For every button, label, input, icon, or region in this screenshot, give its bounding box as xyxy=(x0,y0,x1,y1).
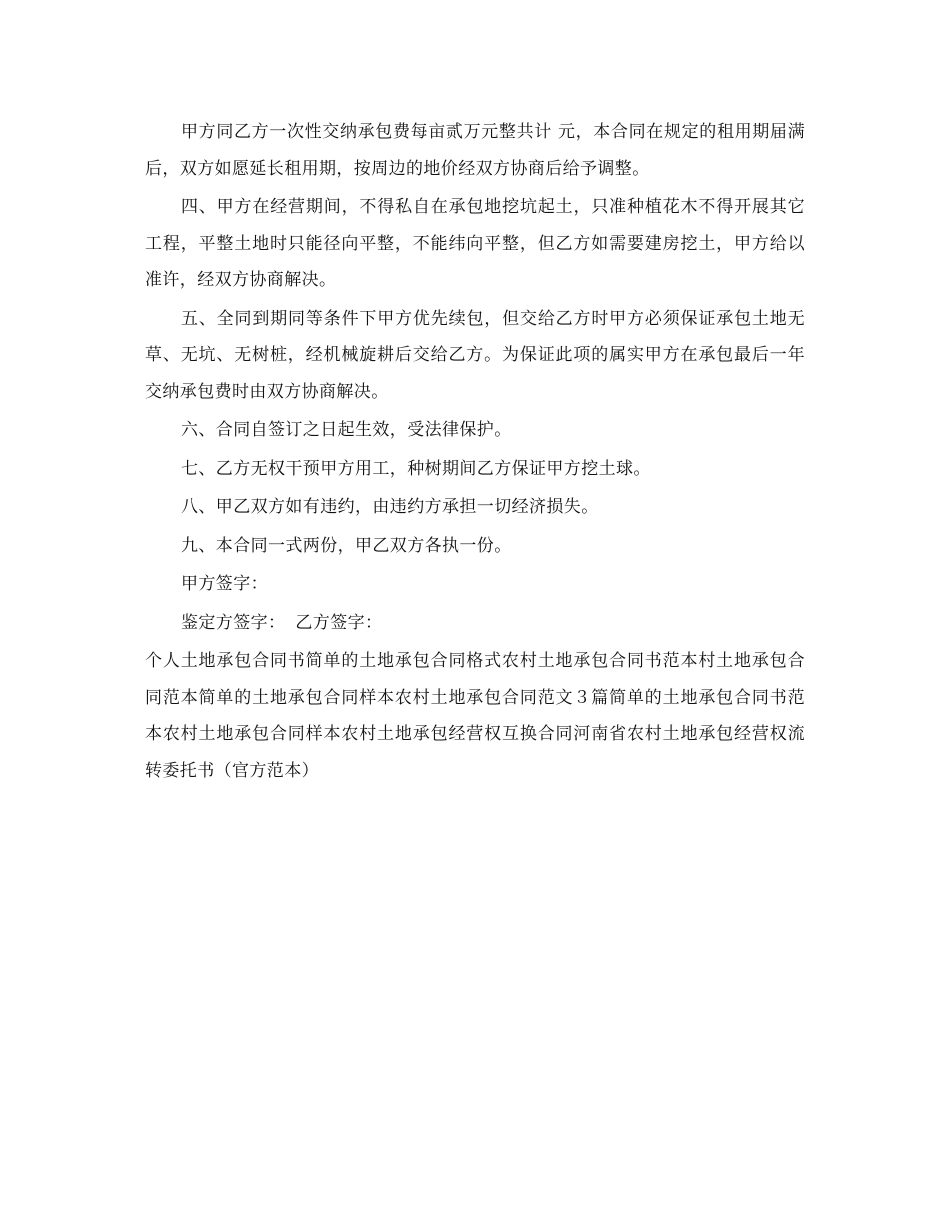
contract-clause-7: 七、乙方无权干预甲方用工，种树期间乙方保证甲方挖土球。 xyxy=(181,458,651,479)
signature-party-b: 乙方签字： xyxy=(295,612,383,633)
signature-party-a: 甲方签字： xyxy=(181,574,268,594)
contract-clause-6: 六、合同自签订之日起生效，受法律保护。 xyxy=(181,420,512,440)
contract-paragraph-fee: 甲方同乙方一次性交纳承包费每亩贰万元整共计 元，本合同在规定的租用期届满后，双方如愿延长租用期，按周边的地价经双方协商后给予调整。 xyxy=(145,122,805,179)
signature-line xyxy=(145,605,805,642)
contract-clause-4: 四、甲方在经营期间，不得私自在承包地挖坑起土，只准种植花木不得开展其它工程，平整土地时只能径向平整，不能纬向平整，但乙方如需要建房挖土，甲方给以准许，经双方协商解决。 xyxy=(145,197,805,290)
contract-clause-9: 九、本合同一式两份，甲乙双方各执一份。 xyxy=(181,535,512,556)
document-page xyxy=(145,114,805,791)
contract-clause-8: 八、甲乙双方如有违约，由违约方承担一切经济损失。 xyxy=(181,497,599,517)
related-titles: 个人土地承包合同书简单的土地承包合同格式农村土地承包合同书范本村土地承包合同范本简单的土地承包合同样本农村土地承包合同范文３篇简单的土地承包合同书范本农村土地承包合同样本农村土地承包经营权互换合同河南省农村土地承包经营权流转委托书（官方范本） xyxy=(145,651,805,781)
contract-clause-5: 五、全同到期同等条件下甲方优先续包，但交给乙方时甲方必须保证承包土地无草、无坑、无树桩，经机械旋耕后交给乙方。为保证此项的属实甲方在承包最后一年交纳承包费时由双方协商解决。 xyxy=(145,308,805,402)
signature-appraiser: 鉴定方签字： xyxy=(181,612,286,633)
